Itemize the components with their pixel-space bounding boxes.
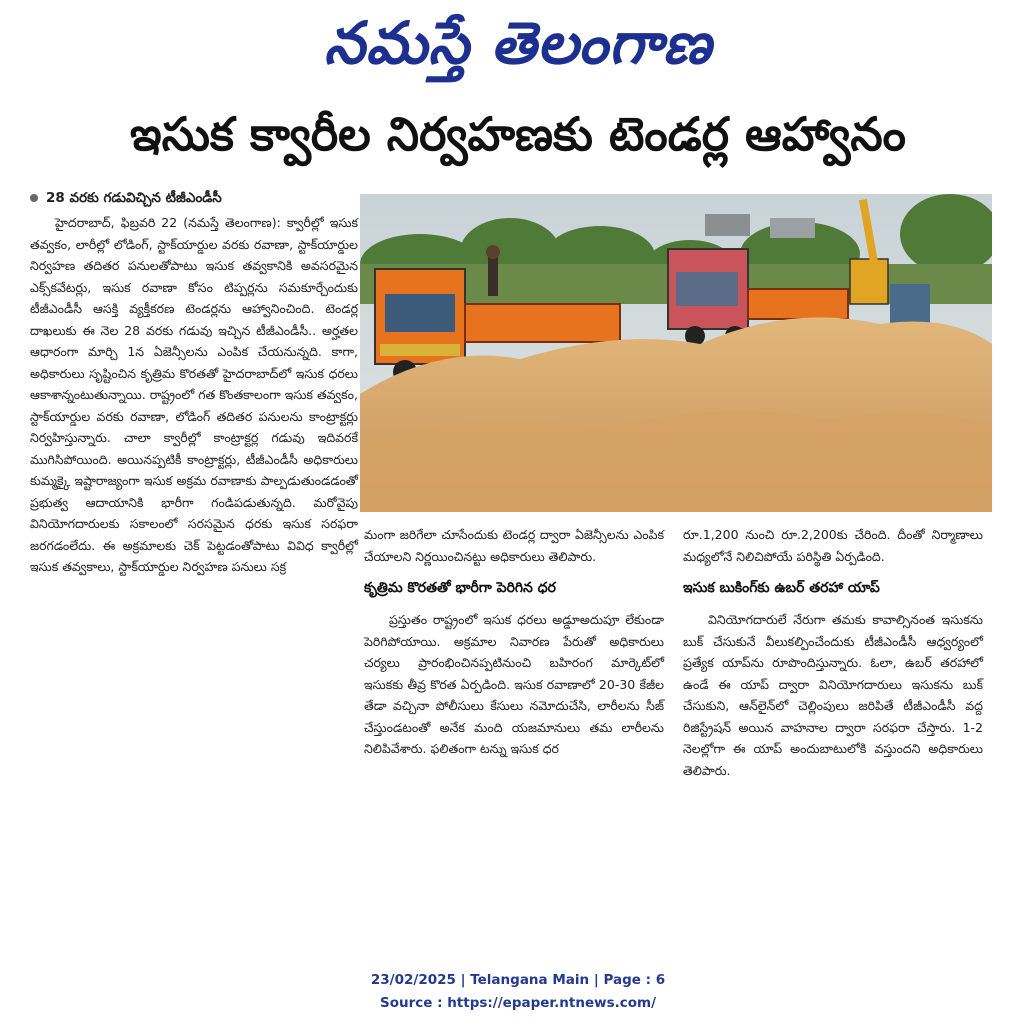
article-paragraph: ప్రస్తుతం రాష్ట్రంలో ఇసుక ధరలు అడ్డూఅదుపూ లేకుండా పెరిగిపోయాయి. అక్రమాల నివారణ పేరుతో అధికారులు చర్యలు ప్రారంభించినప్పటినుంచి బహిరంగ మార్కెట్‌లో ఇసుకకు తీవ్ర కొరత ఏర్పడింది. ఇసుక రవాణాలో 20-30 కేజీల తేడా వచ్చినా పోలీసులు కేసులు నమోదుచేసి, లారీలను సీజ్ చేస్తుండటంతో అనేక మంది యజమానులు తమ లారీలను నిలిపివేశారు. ఫలితంగా టన్ను ఇసుక ధర xyxy=(364,612,664,756)
newspaper-masthead: నమస్తే తెలంగాణ xyxy=(324,9,712,77)
article-column-3 xyxy=(683,524,983,781)
source-link[interactable]: Source : https://epaper.ntnews.com/ xyxy=(379,995,657,1011)
article-subheading-bullet: 28 వరకు గడువిచ్చిన టీజీఎండీసీ xyxy=(30,186,358,210)
section-subheading: కృత్రిమ కొరతతో భారీగా పెరిగిన ధర xyxy=(364,580,556,596)
bullet-icon xyxy=(30,194,38,202)
sand-quarry-photo xyxy=(360,194,992,512)
article-column-2 xyxy=(364,524,664,760)
edition-info: 23/02/2025 | Telangana Main | Page : 6 xyxy=(370,972,666,988)
article-paragraph: హైదరాబాద్, ఫిబ్రవరి 22 (నమస్తే తెలంగాణ): క్వారీల్లో ఇసుక తవ్వకం, లారీల్లో లోడింగ్, స్టాక్‌యార్డుల వరకు రవాణా, స్టాక్‌యార్డుల నిర్వహణ తదితర పనులతోపాటు ఇసుక తవ్వకానికి అవసరమైన ఎక్స్‌కవేటర్లు, ఇసుక రవాణా కోసం టిప్పర్లను సమకూర్చేందుకు టీజీఎండీసీ ఆసక్తి వ్యక్తీకరణ టెండర్లను ఆహ్వానించింది. టెండర్ల దాఖలుకు ఈ నెల 28 వరకు గడువు ఇచ్చిన టీజీఎండీసీ.. అర్హతల ఆధారంగా మార్చి 1న ఏజెన్సీలను ఎంపిక చేయనున్నది. కాగా, అధికారులు సృష్టించిన కృత్రిమ కొరతతో హైదరాబాద్‌లో ఇసుక ధరలు ఆకాశాన్నంటుతున్నాయి. రాష్ట్రంలో గత కొంతకాలంగా ఇసుక తవ్వకం, స్టాక్‌యార్డుల వరకు రవాణా, లోడింగ్ తదితర పనులను కాంట్రాక్టర్లు నిర్వహిస్తున్నారు. చాలా క్వారీల్లో కాంట్రాక్టర్ల గడువు ఇదివరకే ముగిసిపోయింది. అయినప్పటికీ కాంట్రాక్టర్లు, టీజీఎండీసీ అధికారులు కుమ్మక్కై ఇష్టారాజ్యంగా ఇసుక అక్రమ రవాణాకు పాల్పడుతుండడంతో ప్రభుత్వ ఆదాయానికి భారీగా గండిపడుతున్నది. మరోవైపు వినియోగదారులకు సకాలంలో సరసమైన ధరకు ఇసుక సరఫరా జరగడంలేదు. ఈ అక్రమాలకు చెక్ పెట్టడంతోపాటు వివిధ క్వారీల్లో ఇసుక తవ్వకాలు, స్టాక్‌యార్డుల నిర్వహణ పనులు సక్ర xyxy=(30,215,358,574)
article-paragraph: వినియోగదారులే నేరుగా తమకు కావాల్సినంత ఇసుకను బుక్ చేసుకునే వీలుకల్పించేందుకు టీజీఎండీసీ ఆధ్వర్యంలో ప్రత్యేక యాప్‌ను రూపొందిస్తున్నారు. ఓలా, ఉబర్ తరహాలో ఉండే ఈ యాప్ ద్వారా వినియోగదారులు ఇసుకను బుక్ చేసుకుని, ఆన్‌లైన్‌లో చెల్లింపులు జరిపితే టీజీఎండీసీ వద్ద రిజిస్ట్రేషన్ అయిన వాహనాల ద్వారా సరఫరా చేస్తారు. 1-2 నెలల్లోగా ఈ యాప్ అందుబాటులోకి వస్తుందని అధికారులు తెలిపారు. xyxy=(683,612,983,778)
section-subheading: ఇసుక బుకింగ్‌కు ఉబర్ తరహా యాప్ xyxy=(683,580,880,596)
article-headline: ఇసుక క్వారీల నిర్వహణకు టెండర్ల ఆహ్వానం xyxy=(130,107,906,161)
article-paragraph: మంగా జరిగేలా చూసేందుకు టెండర్ల ద్వారా ఏజెన్సీలను ఎంపిక చేయాలని నిర్ణయించినట్టు అధికారులు తెలిపారు. xyxy=(364,527,664,564)
article-column-1 xyxy=(30,186,358,578)
article-paragraph: రూ.1,200 నుంచి రూ.2,200కు చేరింది. దీంతో నిర్మాణాలు మధ్యలోనే నిలిచిపోయే పరిస్థితి ఏర్పడింది. xyxy=(683,527,983,564)
